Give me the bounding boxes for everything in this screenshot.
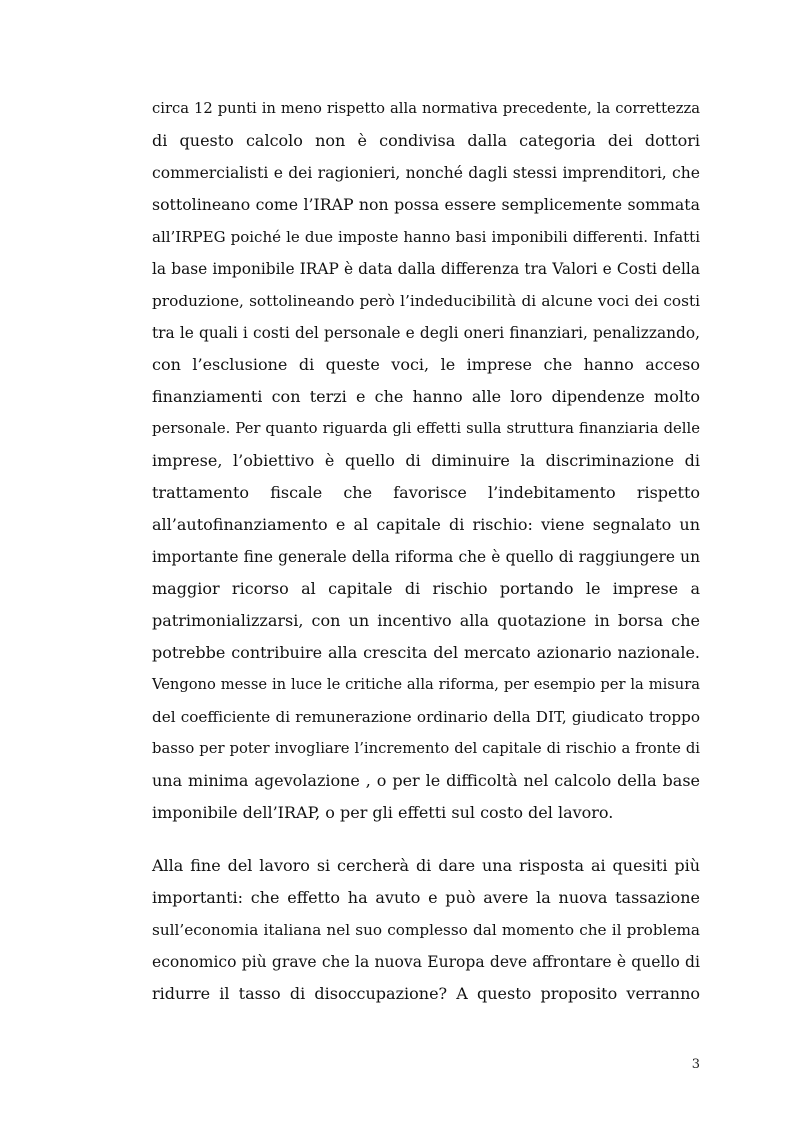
paragraph-2 (152, 850, 700, 1010)
text-line: con l’esclusione di queste voci, le imprese che hanno acceso (152, 355, 700, 374)
text-line: di questo calcolo non è condivisa dalla categoria dei dottori (152, 131, 700, 150)
text-line: personale. Per quanto riguarda gli effetti sulla struttura finanziaria delle (152, 420, 700, 437)
text-line: importante fine generale della riforma che è quello di raggiungere un (152, 548, 700, 566)
text-line: all’IRPEG poiché le due imposte hanno basi imponibili differenti. Infatti (152, 228, 700, 246)
text-line: imprese, l’obiettivo è quello di diminuire la discriminazione di (152, 451, 700, 470)
text-line: all’autofinanziamento e al capitale di rischio: viene segnalato un (152, 515, 700, 534)
text-line: una minima agevolazione , o per le difficoltà nel calcolo della base (152, 771, 700, 790)
text-line: finanziamenti con terzi e che hanno alle loro dipendenze molto (152, 387, 700, 406)
text-line: la base imponibile IRAP è data dalla differenza tra Valori e Costi della (152, 260, 700, 278)
text-line: circa 12 punti in meno rispetto alla normativa precedente, la correttezza (152, 100, 700, 117)
text-line: tra le quali i costi del personale e degli oneri finanziari, penalizzando, (152, 324, 700, 342)
text-line: trattamento fiscale che favorisce l’indebitamento rispetto (152, 483, 700, 502)
text-line: ridurre il tasso di disoccupazione? A questo proposito verranno (152, 984, 700, 1003)
text-line: Vengono messe in luce le critiche alla riforma, per esempio per la misura (152, 676, 700, 693)
text-line: potrebbe contribuire alla crescita del mercato azionario nazionale. (152, 643, 700, 662)
text-line: economico più grave che la nuova Europa deve affrontare è quello di (152, 953, 700, 971)
text-line: imponibile dell’IRAP, o per gli effetti sul costo del lavoro. (152, 803, 614, 822)
text-line: importanti: che effetto ha avuto e può avere la nuova tassazione (152, 888, 700, 907)
text-line: sull’economia italiana nel suo complesso dal momento che il problema (152, 921, 700, 939)
text-line: Alla fine del lavoro si cercherà di dare una risposta ai quesiti più (152, 856, 700, 875)
text-line: commercialisti e dei ragionieri, nonché dagli stessi imprenditori, che (152, 164, 700, 182)
paragraph-1 (152, 93, 700, 829)
page-number: 3 (691, 1057, 700, 1072)
text-line: maggior ricorso al capitale di rischio portando le imprese a (152, 579, 700, 598)
text-line: produzione, sottolineando però l’indeducibilità di alcune voci dei costi (152, 292, 700, 310)
text-line: sottolineano come l’IRAP non possa essere semplicemente sommata (152, 195, 700, 214)
text-line: basso per poter invogliare l’incremento del capitale di rischio a fronte di (152, 740, 700, 757)
text-line: patrimonializzarsi, con un incentivo alla quotazione in borsa che (152, 611, 700, 630)
text-line: del coefficiente di remunerazione ordinario della DIT, giudicato troppo (152, 708, 700, 726)
